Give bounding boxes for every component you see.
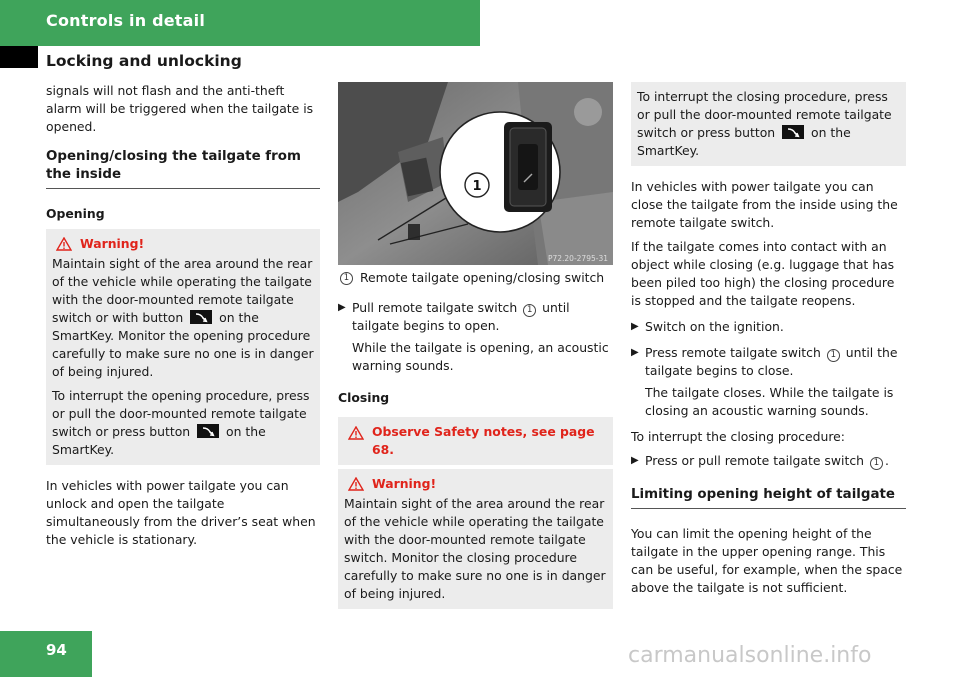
power-tailgate-close-text: In vehicles with power tailgate you can close the tailgate from the inside using the remote tailgate switch. (631, 179, 898, 230)
observe-safety-link[interactable]: Observe Safety notes, see page 68. (372, 424, 595, 457)
page-number: 94 (46, 641, 67, 659)
interrupt-text: To interrupt the closing procedure: (631, 429, 845, 444)
heading-limiting-height: Limiting opening height of tailgate (631, 486, 906, 509)
door-switch-photo (338, 82, 613, 265)
tailgate-key-icon (782, 125, 804, 139)
chapter-title: Controls in detail (46, 11, 205, 30)
page-number-box (0, 631, 92, 677)
bullet-arrow-icon: ▶ (631, 347, 639, 358)
tailgate-key-icon (190, 310, 212, 324)
header-marker (0, 46, 38, 68)
step-note: While the tailgate is opening, an acoustic warning sounds. (352, 340, 609, 373)
warning-box-opening (46, 229, 320, 465)
callout-number: 1 (472, 179, 482, 194)
step-ignition: ▶ Switch on the ignition. (631, 319, 784, 334)
step-note: The tailgate closes. While the tailgate is closing an acoustic warning sounds. (645, 385, 894, 418)
warning-box-closing (338, 469, 613, 609)
warning-triangle-icon (348, 477, 364, 491)
warning-title: Warning! (344, 475, 607, 493)
tailgate-key-icon (197, 424, 219, 438)
bullet-arrow-icon: ▶ (631, 455, 639, 466)
step-press-switch: ▶ Press remote tailgate switch 1 until the tailgate begins to close. (631, 345, 898, 378)
warning-triangle-icon (56, 237, 72, 251)
heading-opening-closing: Opening/closing the tailgate from the inside (46, 148, 320, 189)
warning-title: Warning! (52, 235, 314, 253)
callout-marker: 1 (340, 272, 353, 285)
warning-paragraph-1: Maintain sight of the area around the rear of the vehicle while operating the tailgate with the door-mounted remote tailgate switch or with button on the SmartKey. Monitor the opening procedure carefully to make sure no one is in danger of being injured. (52, 256, 314, 379)
column-2 (338, 82, 613, 621)
section-title: Locking and unlocking (46, 52, 242, 70)
callout-marker: 1 (827, 349, 840, 362)
interrupt-closing-box: To interrupt the closing procedure, press or pull the door-mounted remote tailgate switch or press button on the SmartKey. (631, 82, 906, 166)
intro-text: signals will not flash and the anti-theft alarm will be triggered when the tailgate is opened. (46, 83, 314, 134)
warning-paragraph-2: To interrupt the opening procedure, press or pull the door-mounted remote tailgate switch or press button on the SmartKey. (52, 388, 310, 457)
observe-safety-box (338, 417, 613, 465)
step-pull-switch: ▶ Pull remote tailgate switch 1 until tailgate begins to open. (338, 300, 570, 333)
column-3 (631, 82, 906, 597)
power-tailgate-text: In vehicles with power tailgate you can unlock and open the tailgate simultaneously from the driver’s seat when the vehicle is stationary. (46, 478, 316, 547)
limiting-height-text: You can limit the opening height of the tailgate in the upper opening range. This can be useful, for example, when the space above the tailgate is not sufficient. (631, 526, 903, 595)
step-interrupt: ▶ Press or pull remote tailgate switch 1 . (631, 453, 889, 468)
header-bar (0, 0, 480, 46)
contact-reopen-text: If the tailgate comes into contact with an object while closing (e.g. luggage that has been piled too high) the closing procedure is stopped and the tailgate reopens. (631, 239, 895, 308)
subheading-opening: Opening (46, 206, 105, 221)
photo-caption: 1 Remote tailgate opening/closing switch (338, 269, 613, 287)
callout-marker: 1 (523, 304, 536, 317)
subheading-closing: Closing (338, 390, 390, 405)
bullet-arrow-icon: ▶ (631, 321, 639, 332)
column-1 (46, 82, 320, 549)
bullet-arrow-icon: ▶ (338, 302, 346, 313)
callout-marker: 1 (870, 457, 883, 470)
warning-triangle-icon (348, 426, 364, 440)
image-code: P72.20-2795-31 (547, 254, 608, 263)
warning-text: Maintain sight of the area around the rear of the vehicle while operating the tailgate with the door-mounted remote tailgate switch. Monitor the closing procedure carefully to make sure no one is in danger of being injured. (344, 496, 606, 601)
watermark: carmanualsonline.info (628, 643, 872, 668)
